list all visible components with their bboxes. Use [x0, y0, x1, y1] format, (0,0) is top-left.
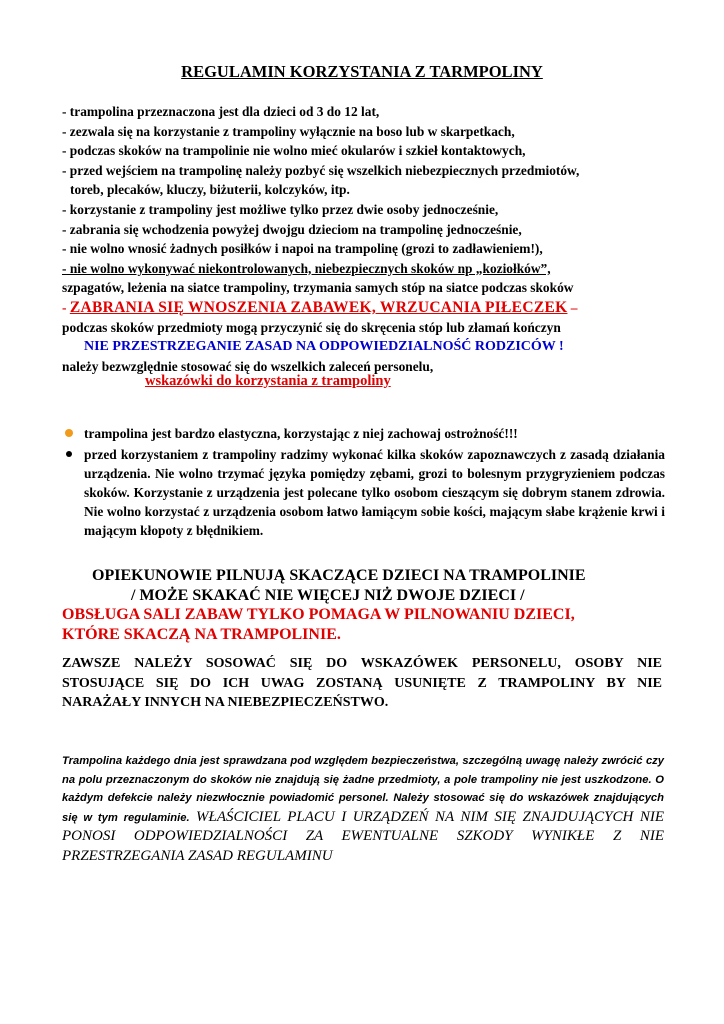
supervision-warning: [62, 566, 672, 644]
rule-acrobatics-text: nie wolno wykonywać niekontrolowanych, niebezpiecznych skoków np „koziołków”,: [66, 260, 551, 276]
rule-toys-reason: podczas skoków przedmioty mogą przyczynić się do skręcenia stóp lub złamań kończyn: [62, 319, 561, 335]
rule-two-children: - zabrania się wchodzenia powyżej dwojgu dzieciom na trampolinę jednocześnie,: [62, 221, 522, 237]
rule-dangerous-items-cont: toreb, plecaków, kluczy, biżuterii, kolczyków, itp.: [70, 182, 350, 198]
owner-disclaimer: WŁAŚCICIEL PLACU I URZĄDZEŃ NA NIM SIĘ ZNAJDUJĄCYCH NIE PONOSI ODPOWIEDZIALNOŚCI ZA EWENTUALNE SZKODY WYNIKŁE Z NIE PRZESTRZEGANIA ZASAD REGULAMINU: [62, 808, 664, 864]
rule-socks: - zezwala się na korzystanie z trampoliny wyłącznie na boso lub w skarpetkach,: [62, 123, 515, 139]
final-safety-paragraph: [62, 752, 664, 866]
always-follow-staff: ZAWSZE NALEŻY SOSOWAĆ SIĘ DO WSKAZÓWEK PERSONELU, OSOBY NIE STOSUJĄCE SIĘ DO ICH UWAG ZOSTANĄ USUNIĘTE Z TRAMPOLINY BY NIE NARAŻAŁY INNYCH NA NIEBEZPIECZEŃSTWO.: [62, 656, 662, 710]
rule-no-food: - nie wolno wnosić żadnych posiłków i napoi na trampolinę (grozi to zadławieniem!),: [62, 241, 543, 257]
final-notice: [62, 752, 664, 866]
rule-acrobatics-cont: szpagatów, leżenia na siatce trampoliny, trzymania samych stóp na siatce podczas skoków: [62, 280, 574, 296]
parents-responsibility: NIE PRZESTRZEGANIE ZASAD NA ODPOWIEDZIALNOŚĆ RODZICÓW !: [84, 339, 564, 355]
guardians-line-1: OPIEKUNOWIE PILNUJĄ SKACZĄCE DZIECI NA TRAMPOLINIE: [92, 567, 586, 584]
tips-title: wskazówki do korzystania z trampoliny: [145, 373, 391, 389]
tip-elastic-text: trampolina jest bardzo elastyczna, korzystając z niej zachowaj ostrożność!!!: [84, 426, 518, 441]
toys-warning: ZABRANIA SIĘ WNOSZENIA ZABAWEK, WRZUCANIA PIŁECZEK: [69, 298, 568, 316]
final-safety-text: Trampolina każdego dnia jest sprawdzana pod względem bezpieczeństwa, szczególną uwagę należy zwrócić czy na polu przeznaczonym do skoków nie znajdują się żadne przedmioty, a pole trampoliny nie jest uszkodzone. O każdym defekcie należy niezwłocznie powiadomić personel. Należy stosować się do wskazówek znajdujących się w tym regulaminie.: [62, 755, 664, 824]
staff-line-2: KTÓRE SKACZĄ NA TRAMPOLINIE.: [62, 625, 341, 643]
orange-bullet-icon: [65, 429, 73, 437]
staff-line-1: OBSŁUGA SALI ZABAW TYLKO POMAGA W PILNOWANIU DZIECI,: [62, 606, 575, 623]
rule-glasses: - podczas skoków na trampolinie nie wolno mieć okularów i szkieł kontaktowych,: [62, 143, 526, 159]
tip-practice-text: przed korzystaniem z trampoliny radzimy wykonać kilka skoków zapoznawczych z zasadą działania urządzenia. Nie wolno trzymać języka pomiędzy zębami, grozi to bolesnym przygryzieniem podczas skoków. Korzystanie z urządzenia jest polecane tylko osobom cieszącym się dobrym stanem zdrowia. Nie wolno korzystać z urządzenia osobom łatwo łamiącym sobie kości, mającym słabe krążenie krwi i mającym kłopoty z błędnikiem.: [84, 447, 665, 538]
black-bullet-icon: [66, 451, 72, 457]
toys-end-dash: –: [567, 299, 578, 315]
rule-dangerous-items: - przed wejściem na trampolinę należy pozbyć się wszelkich niebezpiecznych przedmiotów,: [62, 162, 580, 178]
rule-acrobatics: [62, 259, 672, 279]
document-title: REGULAMIN KORZYSTANIA Z TARMPOLINY: [181, 62, 543, 81]
toys-dash: -: [62, 299, 70, 315]
tip-elastic: [62, 424, 665, 443]
rule-age: - trampolina przeznaczona jest dla dzieci od 3 do 12 lat,: [62, 104, 380, 119]
rule-toys: [62, 298, 672, 318]
rules-list: [62, 102, 672, 376]
guardians-line-2: / MOŻE SKAKAĆ NIE WIĘCEJ NIŻ DWOJE DZIECI /: [131, 586, 525, 604]
rule-two-persons: - korzystanie z trampoliny jest możliwe tylko przez dwie osoby jednocześnie,: [62, 201, 499, 217]
staff-rule: należy bezwzględnie stosować się do wszelkich zaleceń personelu,: [62, 358, 434, 374]
rule-acrobatics-dash: -: [62, 260, 67, 276]
tip-practice: [62, 445, 665, 540]
tips-list: [62, 424, 665, 540]
